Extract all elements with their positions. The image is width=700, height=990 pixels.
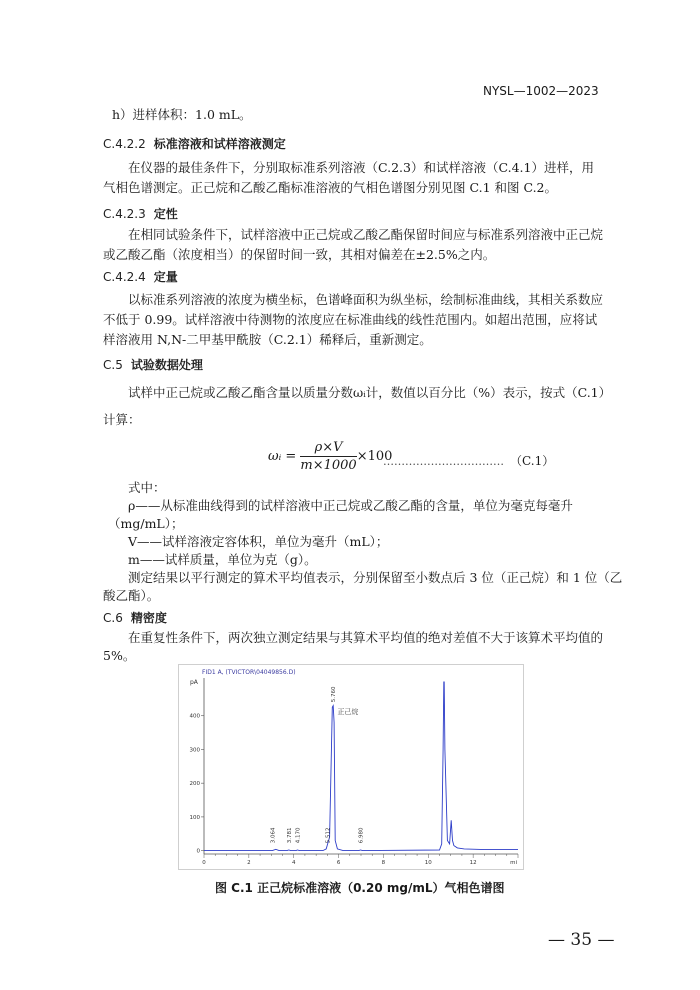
section-number: C.4.2.4 [103, 270, 146, 284]
section-heading-c5 [103, 356, 203, 373]
page-number: — 35 — [548, 930, 615, 950]
paragraph-line: 气相色谱测定。正己烷和乙酸乙酯标准溶液的气相色谱图分别见图 C.1 和图 C.2。 [103, 180, 558, 195]
y-tick-label: 200 [189, 781, 200, 788]
x-unit-label: mi [510, 860, 517, 866]
section-title: 定性 [153, 207, 178, 221]
paragraph-line: 以标准系列溶液的浓度为横坐标，色谱峰面积为纵坐标，绘制标准曲线，其相关系数应 [128, 292, 604, 307]
y-axis-label: pA [190, 679, 198, 686]
section-title: 精密度 [130, 611, 167, 625]
section-number: C.5 [103, 358, 123, 372]
variable-description: V——试样溶液定容体积，单位为毫升（mL）； [128, 534, 389, 549]
formula-c1 [268, 440, 392, 473]
formula-numerator: ρ×V [300, 440, 356, 457]
variable-description: m——试样质量，单位为克（g）。 [128, 552, 317, 567]
section-heading-c6 [103, 609, 167, 626]
where-label: 式中： [128, 480, 166, 495]
formula-lhs: ωᵢ = [268, 449, 297, 464]
paragraph-line: 计算： [103, 412, 141, 427]
peak-retention-label: 5.760 [331, 686, 338, 703]
section-title: 试验数据处理 [130, 358, 203, 372]
paragraph-line: 测定结果以平行测定的算术平均值表示，分别保留至小数点后 3 位（正己烷）和 1 位（乙 [128, 570, 623, 585]
section-number: C.4.2.3 [103, 207, 146, 221]
y-tick-label: 0 [196, 848, 200, 855]
x-tick-label: 2 [247, 860, 251, 866]
x-tick-label: 0 [202, 860, 206, 866]
section-heading-c423 [103, 205, 178, 222]
formula-fraction [300, 440, 356, 473]
chart-frame [179, 665, 524, 870]
y-tick-label: 300 [189, 747, 200, 754]
x-tick-label: 12 [469, 860, 477, 866]
chromatogram-figure [178, 664, 524, 870]
x-tick-label: 4 [291, 860, 296, 866]
paragraph-line: 或乙酸乙酯（浓度相当）的保留时间一致，其相对偏差在±2.5%之内。 [103, 247, 496, 262]
formula-denominator: m×1000 [300, 458, 357, 473]
injection-volume-line: h）进样体积：1.0 mL。 [112, 107, 252, 122]
y-tick-label: 100 [189, 814, 200, 821]
paragraph-line: 酸乙酯）。 [103, 588, 160, 603]
doc-code: NYSL—1002—2023 [483, 84, 599, 98]
peak-retention-label: 4.170 [295, 827, 302, 844]
chromatogram-chart [178, 664, 524, 870]
peak-annotation: 正己烷 [337, 708, 359, 717]
x-tick-label: 8 [381, 860, 386, 866]
section-number: C.6 [103, 611, 123, 625]
peak-retention-label: 6.980 [358, 827, 365, 844]
y-tick-label: 400 [189, 713, 200, 720]
section-heading-c422 [103, 135, 286, 152]
section-title: 标准溶液和试样溶液测定 [153, 137, 286, 151]
x-tick-label: 10 [424, 860, 432, 866]
formula-multiplier: ×100 [356, 449, 393, 464]
peak-retention-label: 3.781 [286, 827, 293, 844]
paragraph-line: 试样中正己烷或乙酸乙酯含量以质量分数ωᵢ计，数值以百分比（%）表示，按式（C.1） [128, 385, 612, 400]
figure-caption: 图 C.1 正己烷标准溶液（0.20 mg/mL）气相色谱图 [215, 881, 505, 895]
formula-label: （C.1） [510, 454, 555, 468]
formula-leader-dots: …………………………… [383, 455, 504, 468]
variable-description: （mg/mL）； [108, 516, 184, 531]
variable-description: ρ——从标准曲线得到的试样溶液中正己烷或乙酸乙酯的含量，单位为毫克每毫升 [128, 498, 573, 513]
section-heading-c424 [103, 268, 178, 285]
x-tick-label: 6 [336, 860, 341, 866]
peak-retention-label: 5.512 [325, 827, 332, 844]
paragraph-line: 5%。 [103, 648, 136, 663]
paragraph-line: 在重复性条件下，两次独立测定结果与其算术平均值的绝对差值不大于该算术平均值的 [128, 630, 604, 645]
paragraph-line: 不低于 0.99。试样溶液中待测物的浓度应在标准曲线的线性范围内。如超出范围，应将试 [103, 312, 598, 327]
section-number: C.4.2.2 [103, 137, 146, 151]
paragraph-line: 在仪器的最佳条件下，分别取标准系列溶液（C.2.3）和试样溶液（C.4.1）进样，用 [128, 160, 594, 175]
paragraph-line: 样溶液用 N,N-二甲基甲酰胺（C.2.1）稀释后，重新测定。 [103, 332, 432, 347]
peak-retention-label: 3.064 [270, 827, 277, 844]
section-title: 定量 [153, 270, 178, 284]
paragraph-line: 在相同试验条件下，试样溶液中正己烷或乙酸乙酯保留时间应与标准系列溶液中正己烷 [128, 227, 604, 242]
chart-title: FID1 A, (TVICTOR\04049856.D) [202, 669, 296, 676]
